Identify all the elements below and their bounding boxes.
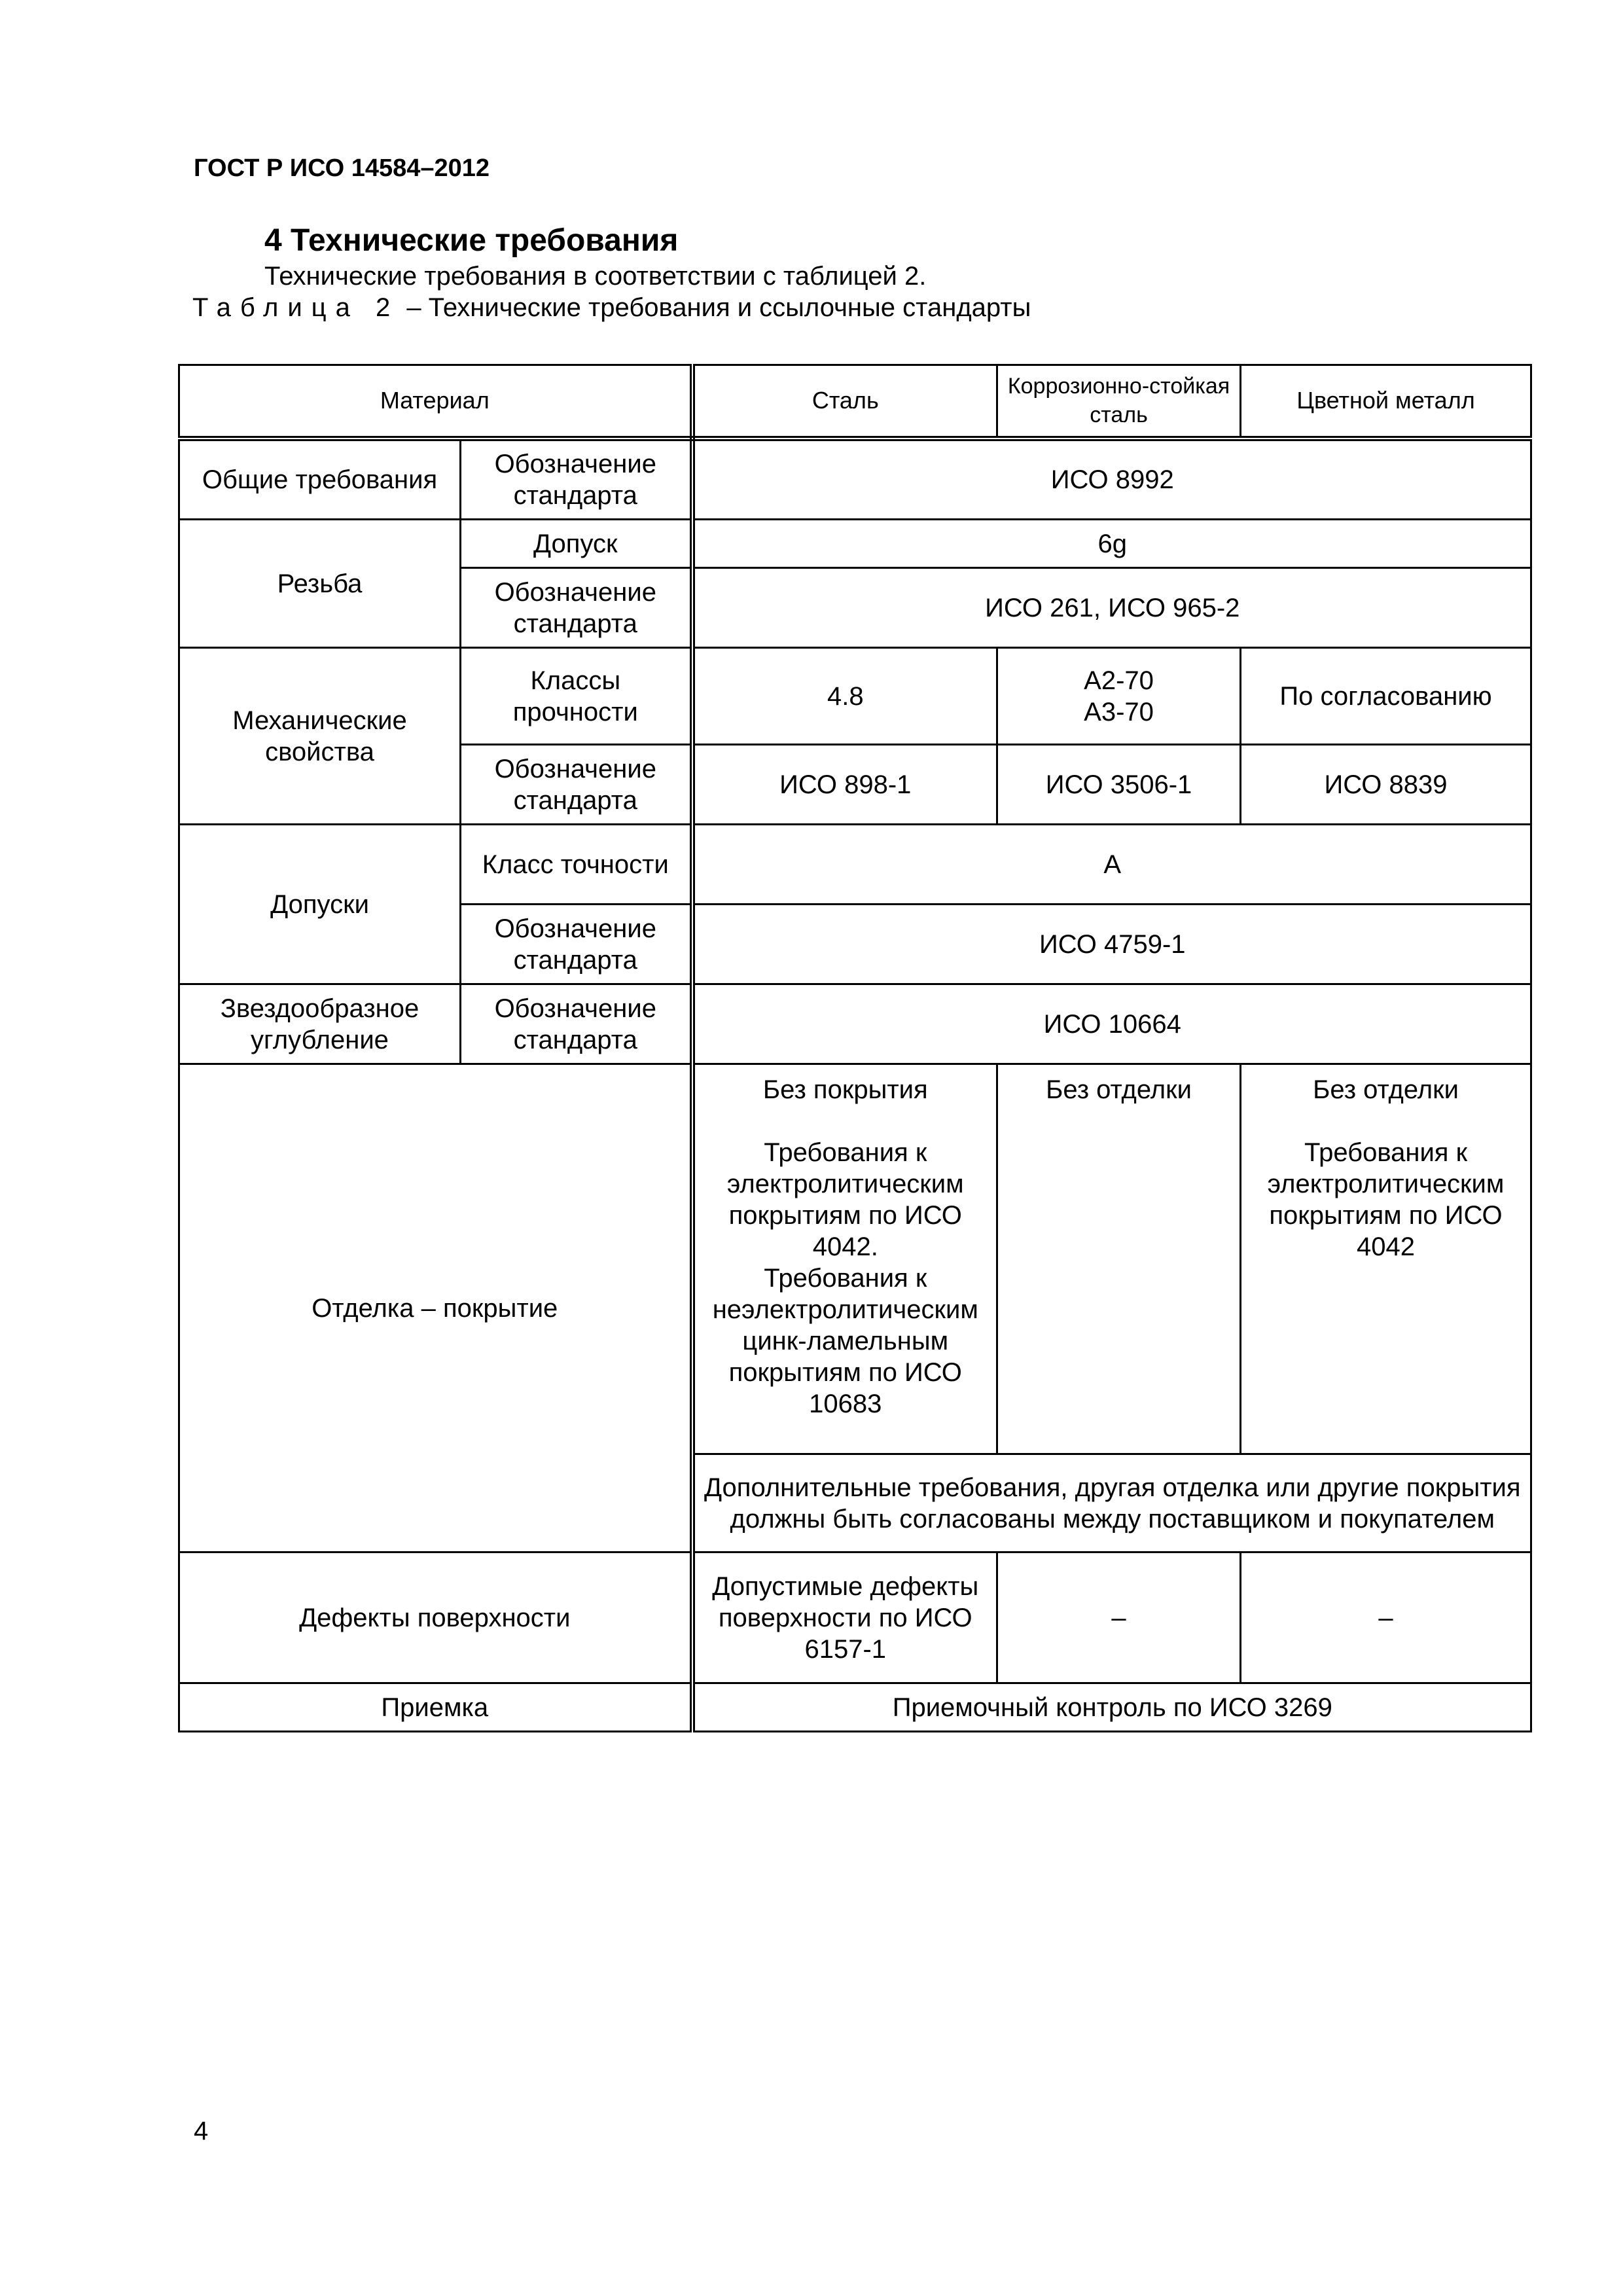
strength-class-stainless-1: A2-70: [1084, 666, 1154, 695]
section-intro: Технические требования в соответствии с таблицей 2.: [264, 262, 927, 291]
table-row-acceptance: [179, 1683, 1531, 1732]
mechanical-standard-steel: ИСО 898-1: [692, 745, 997, 825]
finish-stainless-title: Без отделки: [1046, 1075, 1192, 1104]
finish-stainless: [997, 1064, 1241, 1454]
table-row-recess: [179, 984, 1531, 1064]
requirements-table: [178, 364, 1532, 1732]
mechanical-standard-stainless: ИСО 3506-1: [997, 745, 1241, 825]
finish-nonferrous-text: Требования к электролитическим покрытиям по ИСО 4042: [1267, 1138, 1505, 1261]
thread-tolerance-value: 6g: [692, 520, 1531, 568]
defects-group: Дефекты поверхности: [179, 1552, 692, 1683]
finish-steel-text-2: Требования к неэлектролитическим цинк-ламельным покрытиям по ИСО 10683: [712, 1264, 978, 1418]
defects-stainless: –: [997, 1552, 1241, 1683]
section-title: 4 Технические требования: [264, 223, 679, 258]
strength-class-nonferrous: По согласованию: [1241, 648, 1531, 745]
finish-steel: [692, 1064, 997, 1454]
finish-steel-title: Без покрытия: [762, 1075, 928, 1104]
page-number: 4: [194, 2117, 209, 2145]
thread-standard-label: Обозначение стандарта: [461, 568, 692, 648]
table-header-row: [179, 365, 1531, 439]
strength-class-label: Классы прочности: [461, 648, 692, 745]
header-stainless-steel: Коррозионно-стойкая сталь: [997, 365, 1241, 439]
recess-param: Обозначение стандарта: [461, 984, 692, 1064]
thread-group: Резьба: [179, 520, 461, 648]
table-caption-label: Таблица 2: [192, 293, 400, 322]
table-row-general: [179, 439, 1531, 520]
general-value: ИСО 8992: [692, 439, 1531, 520]
document-code: ГОСТ Р ИСО 14584–2012: [194, 154, 490, 182]
table-row-finish: [179, 1064, 1531, 1454]
strength-class-stainless-2: A3-70: [1084, 697, 1154, 726]
accuracy-class-value: A: [692, 825, 1531, 905]
acceptance-group: Приемка: [179, 1683, 692, 1732]
strength-class-stainless: [997, 648, 1241, 745]
finish-nonferrous-title: Без отделки: [1313, 1075, 1459, 1104]
tolerances-standard-label: Обозначение стандарта: [461, 905, 692, 984]
accuracy-class-label: Класс точности: [461, 825, 692, 905]
finish-nonferrous: [1241, 1064, 1531, 1454]
mechanical-standard-nonferrous: ИСО 8839: [1241, 745, 1531, 825]
finish-steel-text-1: Требования к электролитическим покрытиям по ИСО 4042.: [726, 1138, 964, 1261]
defects-nonferrous: –: [1241, 1552, 1531, 1683]
general-param: Обозначение стандарта: [461, 439, 692, 520]
recess-value: ИСО 10664: [692, 984, 1531, 1064]
table-caption-text: – Технические требования и ссылочные стандарты: [399, 293, 1031, 322]
thread-tolerance-label: Допуск: [461, 520, 692, 568]
finish-group: Отделка – покрытие: [179, 1064, 692, 1552]
requirements-table-wrapper: [178, 364, 1530, 1732]
thread-standard-value: ИСО 261, ИСО 965-2: [692, 568, 1531, 648]
header-nonferrous-metal: Цветной металл: [1241, 365, 1531, 439]
tolerances-standard-value: ИСО 4759-1: [692, 905, 1531, 984]
tolerances-group: Допуски: [179, 825, 461, 984]
table-row-accuracy-class: [179, 825, 1531, 905]
strength-class-steel: 4.8: [692, 648, 997, 745]
header-steel: Сталь: [692, 365, 997, 439]
header-material: Материал: [179, 365, 692, 439]
mechanical-standard-label: Обозначение стандарта: [461, 745, 692, 825]
defects-steel: Допустимые дефекты поверхности по ИСО 6157-1: [692, 1552, 997, 1683]
mechanical-group: Механические свойства: [179, 648, 461, 825]
table-row-thread-tolerance: [179, 520, 1531, 568]
acceptance-value: Приемочный контроль по ИСО 3269: [692, 1683, 1531, 1732]
general-group: Общие требования: [179, 439, 461, 520]
recess-group: Звездообразное углубление: [179, 984, 461, 1064]
table-caption: [192, 293, 1031, 323]
finish-additional: Дополнительные требования, другая отделка или другие покрытия должны быть согласованы между поставщиком и покупателем: [692, 1454, 1531, 1552]
table-row-strength-class: [179, 648, 1531, 745]
table-row-defects: [179, 1552, 1531, 1683]
